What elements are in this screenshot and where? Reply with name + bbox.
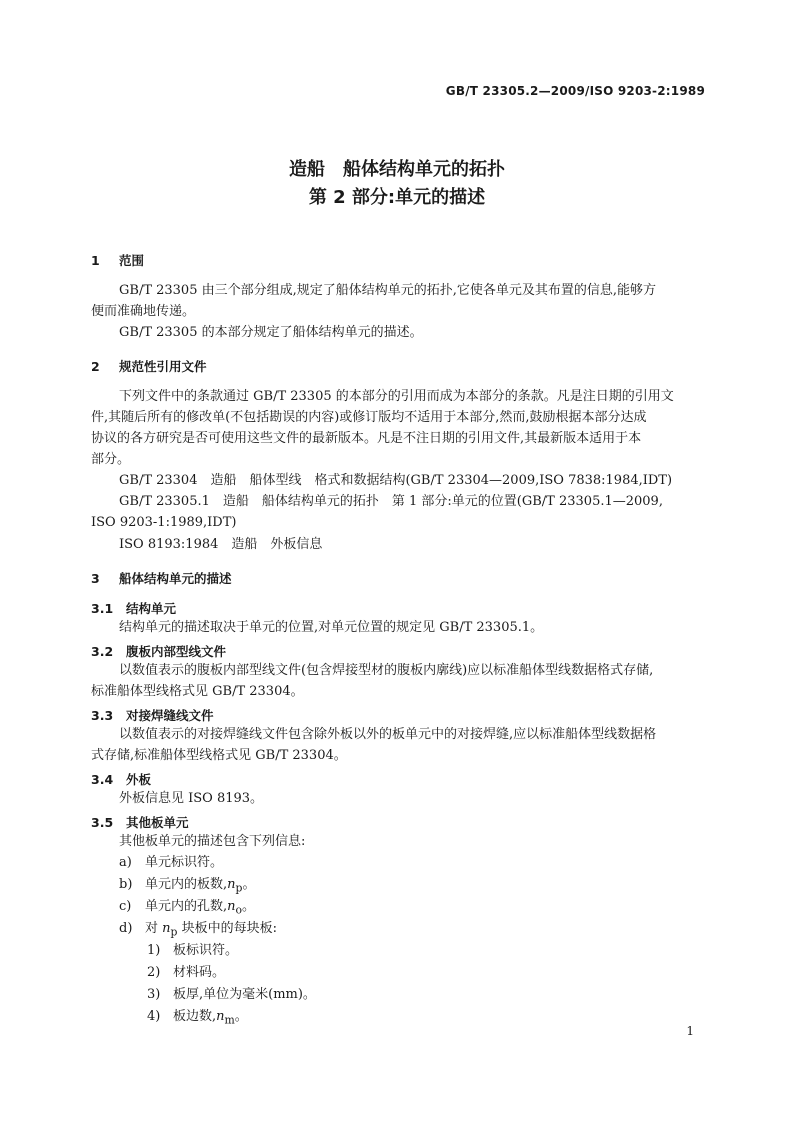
symbol-subscript: p [235, 881, 243, 895]
paragraph: 下列文件中的条款通过 GB/T 23305 的本部分的引用而成为本部分的条款。凡是注日期的引用文 [119, 389, 674, 404]
list-marker: a) [119, 855, 132, 870]
list-item-text: 单元内的孔数, [145, 899, 228, 914]
section-number: 3.5 [91, 815, 114, 830]
list-marker: 3) [147, 987, 161, 1002]
list-item-suffix: 。 [242, 877, 256, 892]
paragraph: 协议的各方研究是否可使用这些文件的最新版本。凡是不注日期的引用文件,其最新版本适用于本 [91, 431, 642, 446]
sub-list-item [147, 984, 316, 1009]
list-item-text: 板标识符。 [173, 943, 239, 958]
section-3-4-heading [91, 770, 151, 788]
paragraph: 部分。 [91, 452, 131, 467]
list-item [119, 918, 277, 943]
section-number: 3 [91, 571, 100, 586]
document-subtitle: 第 2 部分:单元的描述 [308, 187, 486, 208]
standard-code: GB/T 23305.2—2009/ISO 9203-2:1989 [445, 84, 705, 98]
list-marker: 4) [147, 1009, 161, 1024]
section-number: 2 [91, 359, 100, 374]
section-3-2-heading [91, 642, 226, 660]
list-item-text: 板厚,单位为毫米(mm)。 [173, 987, 316, 1002]
symbol-subscript: m [224, 1013, 235, 1027]
list-item-suffix: 块板中的每块板: [177, 921, 277, 936]
symbol: n [162, 921, 171, 936]
section-title: 结构单元 [126, 601, 177, 616]
list-item-suffix: 。 [242, 899, 256, 914]
paragraph: 件,其随后所有的修改单(不包括勘误的内容)或修订版均不适用于本部分,然而,鼓励根据本部分达成 [91, 410, 647, 425]
section-3-heading [91, 569, 232, 587]
page-number: 1 [686, 1024, 694, 1038]
paragraph: 外板信息见 ISO 8193。 [119, 791, 264, 806]
list-marker: 1) [147, 943, 161, 958]
symbol: n [227, 877, 236, 892]
list-marker: b) [119, 877, 133, 892]
section-title: 对接焊缝线文件 [126, 708, 214, 723]
paragraph: 标准船体型线格式见 GB/T 23304。 [91, 684, 304, 699]
symbol-subscript: p [170, 925, 178, 939]
paragraph: 便而准确地传递。 [91, 304, 196, 319]
section-number: 3.1 [91, 601, 114, 616]
document-title: 造船 船体结构单元的拓扑 [289, 159, 505, 180]
section-2-heading [91, 357, 207, 375]
list-item-text: 板边数, [173, 1009, 217, 1024]
list-item-suffix: 。 [234, 1009, 248, 1024]
paragraph: 式存储,标准船体型线格式见 GB/T 23304。 [91, 748, 347, 763]
list-item [119, 852, 223, 877]
section-title: 规范性引用文件 [119, 359, 207, 374]
list-item [119, 874, 255, 899]
list-item-text: 单元内的板数, [145, 877, 228, 892]
list-item [119, 896, 255, 921]
section-title: 外板 [126, 772, 152, 787]
paragraph: GB/T 23305 的本部分规定了船体结构单元的描述。 [119, 325, 423, 340]
symbol-subscript: o [235, 903, 243, 917]
paragraph: 以数值表示的对接焊缝线文件包含除外板以外的板单元中的对接焊缝,应以标准船体型线数据格 [119, 727, 657, 742]
reference-item: GB/T 23304 造船 船体型线 格式和数据结构(GB/T 23304—2009,ISO 7838:1984,IDT) [119, 473, 673, 488]
section-number: 3.3 [91, 708, 114, 723]
section-number: 1 [91, 253, 100, 268]
section-title: 腹板内部型线文件 [126, 644, 227, 659]
list-item-text: 单元标识符。 [145, 855, 224, 870]
section-3-3-heading [91, 706, 214, 724]
section-title: 范围 [119, 253, 145, 268]
section-3-5-heading [91, 813, 189, 831]
list-item-text: 对 [145, 921, 163, 936]
symbol: n [227, 899, 236, 914]
paragraph: GB/T 23305 由三个部分组成,规定了船体结构单元的拓扑,它使各单元及其布置的信息,能够方 [119, 283, 657, 298]
section-title: 其他板单元 [126, 815, 189, 830]
sub-list-item [147, 940, 238, 965]
paragraph: 以数值表示的腹板内部型线文件(包含焊接型材的腹板内廓线)应以标准船体型线数据格式存储, [119, 663, 654, 678]
paragraph: 结构单元的描述取决于单元的位置,对单元位置的规定见 GB/T 23305.1。 [119, 620, 544, 635]
sub-list-item [147, 1006, 248, 1031]
list-marker: c) [119, 899, 132, 914]
list-marker: 2) [147, 965, 161, 980]
reference-item-continued: ISO 9203-1:1989,IDT) [91, 515, 237, 530]
symbol: n [216, 1009, 225, 1024]
section-number: 3.2 [91, 644, 114, 659]
reference-item: ISO 8193:1984 造船 外板信息 [119, 537, 323, 552]
section-3-1-heading [91, 599, 176, 617]
list-item-text: 材料码。 [173, 965, 226, 980]
section-number: 3.4 [91, 772, 114, 787]
reference-item: GB/T 23305.1 造船 船体结构单元的拓扑 第 1 部分:单元的位置(GB/T 23305.1—2009, [119, 494, 663, 509]
section-title: 船体结构单元的描述 [119, 571, 232, 586]
paragraph: 其他板单元的描述包含下列信息: [119, 834, 306, 849]
section-1-heading [91, 251, 144, 269]
sub-list-item [147, 962, 225, 987]
list-marker: d) [119, 921, 133, 936]
